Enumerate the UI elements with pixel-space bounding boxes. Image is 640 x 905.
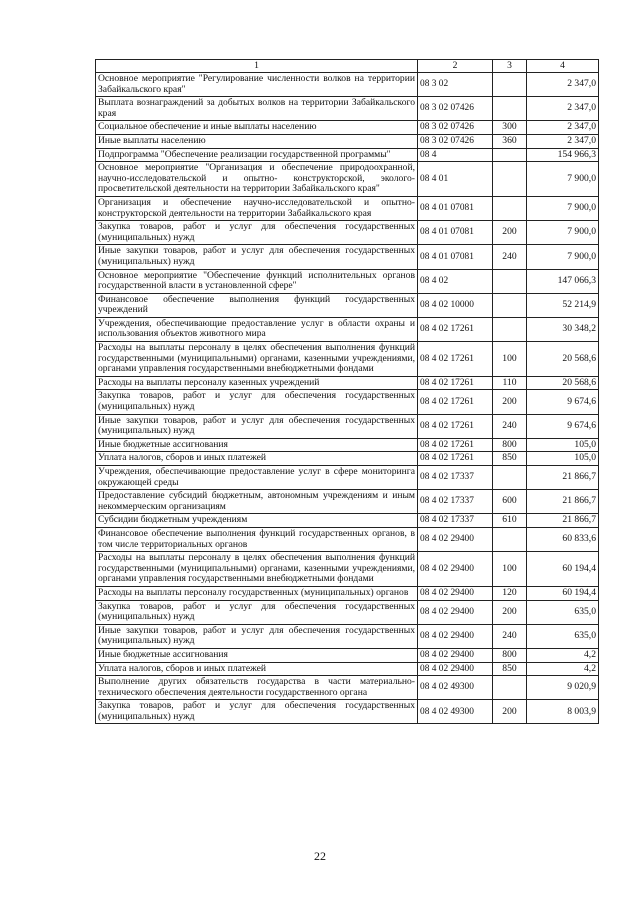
row-name-cell: Основное мероприятие "Организация и обеспечение природоохранной, научно-исследовательской и опытно- конструкторской, эколого-просветительской деятельности на территории Забайкальского края"	[96, 162, 418, 197]
row-name-cell: Учреждения, обеспечивающие предоставление услуг в сфере мониторинга окружающей среды	[96, 466, 418, 490]
row-name-cell: Иные бюджетные ассигнования	[96, 438, 418, 452]
row-code-cell: 08 4 02	[418, 269, 493, 293]
table-row	[96, 148, 599, 162]
table-row	[96, 676, 599, 700]
header-col-1: 1	[96, 60, 418, 73]
row-expense-type-cell: 200	[493, 390, 527, 414]
budget-table	[95, 59, 599, 724]
row-expense-type-cell	[493, 269, 527, 293]
table-row	[96, 466, 599, 490]
row-code-cell: 08 4 02 17261	[418, 342, 493, 377]
row-sum-cell: 52 214,9	[527, 293, 599, 317]
row-name-cell: Выполнение других обязательств государства в части материально-технического обеспечения деятельности государственного органа	[96, 676, 418, 700]
row-name-cell: Закупка товаров, работ и услуг для обеспечения государственных (муниципальных) нужд	[96, 221, 418, 245]
row-expense-type-cell	[493, 73, 527, 97]
row-code-cell: 08 3 02 07426	[418, 121, 493, 135]
table-row	[96, 162, 599, 197]
row-expense-type-cell	[493, 527, 527, 551]
row-expense-type-cell	[493, 162, 527, 197]
row-expense-type-cell: 800	[493, 438, 527, 452]
row-sum-cell: 2 347,0	[527, 134, 599, 148]
table-row	[96, 269, 599, 293]
row-code-cell: 08 3 02 07426	[418, 97, 493, 121]
row-sum-cell: 105,0	[527, 452, 599, 466]
row-code-cell: 08 4 02 17261	[418, 376, 493, 390]
header-col-4: 4	[527, 60, 599, 73]
row-sum-cell: 2 347,0	[527, 121, 599, 135]
row-sum-cell: 147 066,3	[527, 269, 599, 293]
table-row	[96, 648, 599, 662]
row-sum-cell: 21 866,7	[527, 514, 599, 528]
table-row	[96, 293, 599, 317]
row-name-cell: Социальное обеспечение и иные выплаты населению	[96, 121, 418, 135]
row-code-cell: 08 4 02 17261	[418, 317, 493, 341]
row-code-cell: 08 4 02 29400	[418, 662, 493, 676]
row-name-cell: Закупка товаров, работ и услуг для обеспечения государственных (муниципальных) нужд	[96, 700, 418, 724]
row-code-cell: 08 4 01	[418, 162, 493, 197]
row-name-cell: Предоставление субсидий бюджетным, автономным учреждениям и иным некоммерческим организациям	[96, 490, 418, 514]
row-sum-cell: 635,0	[527, 624, 599, 648]
header-col-2: 2	[418, 60, 493, 73]
row-expense-type-cell: 850	[493, 662, 527, 676]
row-code-cell: 08 4 02 10000	[418, 293, 493, 317]
table-row	[96, 414, 599, 438]
table-row	[96, 73, 599, 97]
row-expense-type-cell: 300	[493, 121, 527, 135]
row-expense-type-cell	[493, 317, 527, 341]
row-code-cell: 08 4 02 29400	[418, 552, 493, 587]
row-sum-cell: 8 003,9	[527, 700, 599, 724]
row-name-cell: Выплата вознаграждений за добытых волков на территории Забайкальского края	[96, 97, 418, 121]
table-row	[96, 221, 599, 245]
row-code-cell: 08 4 02 17337	[418, 514, 493, 528]
row-sum-cell: 7 900,0	[527, 196, 599, 220]
row-name-cell: Организация и обеспечение научно-исследовательской и опытно-конструкторской деятельности на территории Забайкальского края	[96, 196, 418, 220]
table-row	[96, 662, 599, 676]
row-code-cell: 08 4 02 49300	[418, 700, 493, 724]
row-name-cell: Иные закупки товаров, работ и услуг для обеспечения государственных (муниципальных) нужд	[96, 414, 418, 438]
row-sum-cell: 2 347,0	[527, 73, 599, 97]
row-code-cell: 08 4 02 17261	[418, 390, 493, 414]
row-name-cell: Подпрограмма "Обеспечение реализации государственной программы"	[96, 148, 418, 162]
header-row	[96, 60, 599, 73]
table-row	[96, 438, 599, 452]
row-code-cell: 08 3 02	[418, 73, 493, 97]
row-sum-cell: 21 866,7	[527, 490, 599, 514]
row-code-cell: 08 4 02 29400	[418, 624, 493, 648]
row-code-cell: 08 4 02 29400	[418, 648, 493, 662]
table-row	[96, 552, 599, 587]
row-sum-cell: 60 194,4	[527, 586, 599, 600]
row-name-cell: Расходы на выплаты персоналу казенных учреждений	[96, 376, 418, 390]
table-row	[96, 121, 599, 135]
row-sum-cell: 154 966,3	[527, 148, 599, 162]
row-expense-type-cell: 850	[493, 452, 527, 466]
table-row	[96, 527, 599, 551]
row-expense-type-cell: 360	[493, 134, 527, 148]
row-code-cell: 08 4 02 17337	[418, 490, 493, 514]
page-number: 22	[314, 849, 326, 863]
row-sum-cell: 105,0	[527, 438, 599, 452]
row-name-cell: Расходы на выплаты персоналу государственных (муниципальных) органов	[96, 586, 418, 600]
row-sum-cell: 7 900,0	[527, 221, 599, 245]
row-expense-type-cell	[493, 676, 527, 700]
row-sum-cell: 7 900,0	[527, 162, 599, 197]
row-expense-type-cell: 200	[493, 600, 527, 624]
row-expense-type-cell	[493, 196, 527, 220]
row-sum-cell: 9 674,6	[527, 390, 599, 414]
row-name-cell: Закупка товаров, работ и услуг для обеспечения государственных (муниципальных) нужд	[96, 600, 418, 624]
row-name-cell: Учреждения, обеспечивающие предоставление услуг в области охраны и использования объектов животного мира	[96, 317, 418, 341]
row-sum-cell: 30 348,2	[527, 317, 599, 341]
row-sum-cell: 635,0	[527, 600, 599, 624]
row-code-cell: 08 4 02 17261	[418, 438, 493, 452]
row-code-cell: 08 4 02 29400	[418, 586, 493, 600]
row-code-cell: 08 4 01 07081	[418, 196, 493, 220]
row-code-cell: 08 4 02 17261	[418, 452, 493, 466]
row-expense-type-cell: 240	[493, 414, 527, 438]
row-code-cell: 08 4	[418, 148, 493, 162]
table-body	[96, 73, 599, 724]
row-code-cell: 08 4 02 29400	[418, 527, 493, 551]
row-expense-type-cell: 600	[493, 490, 527, 514]
header-col-3: 3	[493, 60, 527, 73]
row-expense-type-cell: 120	[493, 586, 527, 600]
table-row	[96, 600, 599, 624]
table-row	[96, 514, 599, 528]
row-expense-type-cell: 200	[493, 221, 527, 245]
row-name-cell: Основное мероприятие "Обеспечение функций исполнительных органов государственной власти в установленной сфере"	[96, 269, 418, 293]
row-code-cell: 08 3 02 07426	[418, 134, 493, 148]
table-row	[96, 624, 599, 648]
row-code-cell: 08 4 01 07081	[418, 245, 493, 269]
row-sum-cell: 21 866,7	[527, 466, 599, 490]
row-expense-type-cell: 800	[493, 648, 527, 662]
row-expense-type-cell: 610	[493, 514, 527, 528]
row-name-cell: Уплата налогов, сборов и иных платежей	[96, 662, 418, 676]
row-name-cell: Финансовое обеспечение выполнения функций государственных органов, в том числе территориальных органов	[96, 527, 418, 551]
row-expense-type-cell	[493, 293, 527, 317]
table-row	[96, 490, 599, 514]
table-row	[96, 452, 599, 466]
row-expense-type-cell	[493, 148, 527, 162]
row-name-cell: Иные бюджетные ассигнования	[96, 648, 418, 662]
table-row	[96, 586, 599, 600]
row-name-cell: Иные закупки товаров, работ и услуг для обеспечения государственных (муниципальных) нужд	[96, 245, 418, 269]
row-sum-cell: 20 568,6	[527, 342, 599, 377]
row-sum-cell: 60 194,4	[527, 552, 599, 587]
table-row	[96, 700, 599, 724]
row-code-cell: 08 4 02 17261	[418, 414, 493, 438]
row-name-cell: Финансовое обеспечение выполнения функций государственных учреждений	[96, 293, 418, 317]
row-sum-cell: 2 347,0	[527, 97, 599, 121]
row-sum-cell: 7 900,0	[527, 245, 599, 269]
row-name-cell: Иные выплаты населению	[96, 134, 418, 148]
row-name-cell: Расходы на выплаты персоналу в целях обеспечения выполнения функций государственными (муниципальными) органами, казенными учреждениями, органами управления государственными внебюджетными фондами	[96, 552, 418, 587]
row-name-cell: Уплата налогов, сборов и иных платежей	[96, 452, 418, 466]
table-row	[96, 134, 599, 148]
row-expense-type-cell: 100	[493, 552, 527, 587]
row-expense-type-cell: 240	[493, 245, 527, 269]
row-sum-cell: 20 568,6	[527, 376, 599, 390]
row-sum-cell: 4,2	[527, 662, 599, 676]
table-row	[96, 97, 599, 121]
table-row	[96, 342, 599, 377]
table-row	[96, 390, 599, 414]
row-expense-type-cell	[493, 97, 527, 121]
row-name-cell: Иные закупки товаров, работ и услуг для обеспечения государственных (муниципальных) нужд	[96, 624, 418, 648]
table-row	[96, 376, 599, 390]
row-expense-type-cell: 240	[493, 624, 527, 648]
row-code-cell: 08 4 01 07081	[418, 221, 493, 245]
row-expense-type-cell: 110	[493, 376, 527, 390]
row-expense-type-cell	[493, 466, 527, 490]
row-name-cell: Основное мероприятие "Регулирование численности волков на территории Забайкальского края"	[96, 73, 418, 97]
table-row	[96, 245, 599, 269]
row-sum-cell: 4,2	[527, 648, 599, 662]
row-name-cell: Расходы на выплаты персоналу в целях обеспечения выполнения функций государственными (муниципальными) органами, казенными учреждениями, органами управления государственными внебюджетными фондами	[96, 342, 418, 377]
row-name-cell: Субсидии бюджетным учреждениям	[96, 514, 418, 528]
row-sum-cell: 9 020,9	[527, 676, 599, 700]
row-code-cell: 08 4 02 17337	[418, 466, 493, 490]
row-code-cell: 08 4 02 29400	[418, 600, 493, 624]
row-expense-type-cell: 200	[493, 700, 527, 724]
row-name-cell: Закупка товаров, работ и услуг для обеспечения государственных (муниципальных) нужд	[96, 390, 418, 414]
row-code-cell: 08 4 02 49300	[418, 676, 493, 700]
row-sum-cell: 60 833,6	[527, 527, 599, 551]
row-sum-cell: 9 674,6	[527, 414, 599, 438]
table-row	[96, 196, 599, 220]
table-row	[96, 317, 599, 341]
row-expense-type-cell: 100	[493, 342, 527, 377]
